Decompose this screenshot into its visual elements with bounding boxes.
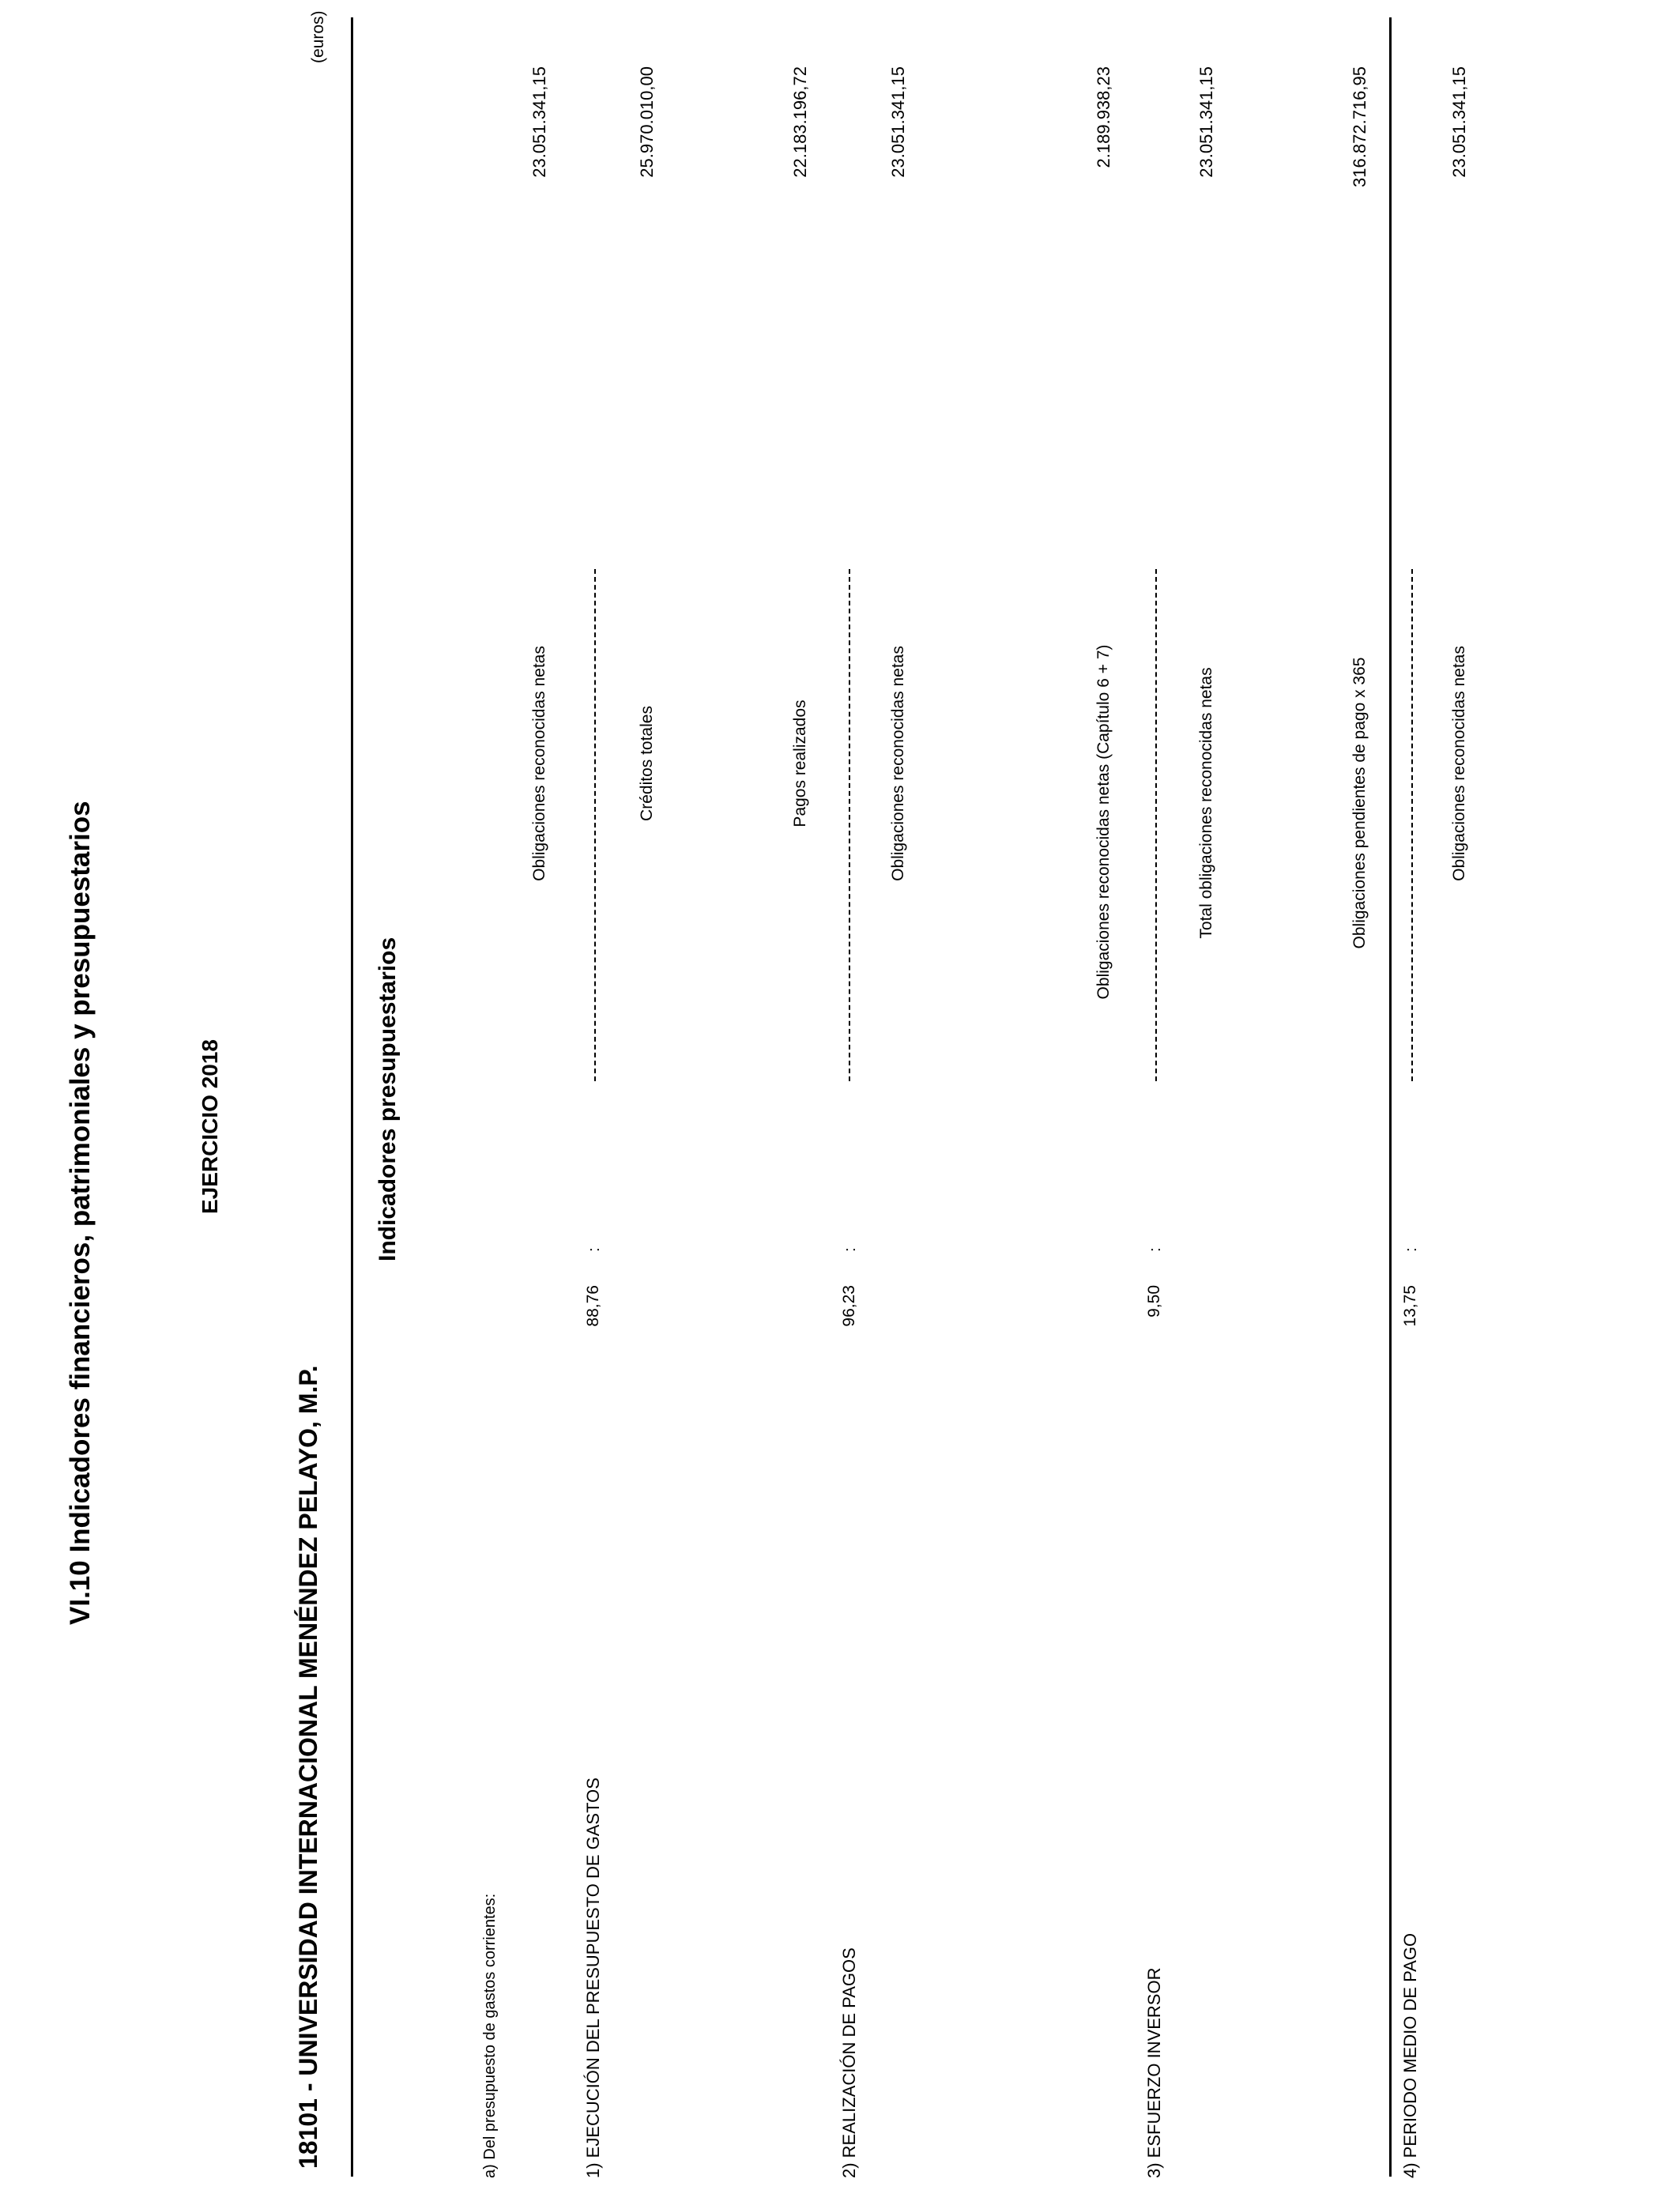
entity-name: 18101 - UNIVERSIDAD INTERNACIONAL MENÉNDEZ PELAYO, M.P. <box>294 1365 322 2169</box>
indicator-2-fraction-line <box>849 569 850 1081</box>
report-title: VI.10 Indicadores financieros, patrimoniales y presupuestarios <box>65 801 96 1625</box>
section-title: Indicadores presupuestarios <box>375 937 401 1261</box>
indicator-1-fraction-line <box>594 569 596 1081</box>
indicator-4-numerator-value: 316.872.716,95 <box>1350 66 1369 187</box>
frame-rule-top <box>351 17 353 2177</box>
indicator-1-label: 1) EJECUCIÓN DEL PRESUPUESTO DE GASTOS <box>583 1777 603 2178</box>
indicator-1-colon: : <box>586 1247 603 1252</box>
exercise-year: EJERCICIO 2018 <box>198 1039 222 1214</box>
indicator-2-colon: : <box>842 1247 859 1252</box>
indicator-3-numerator-value: 2.189.938,23 <box>1094 66 1113 168</box>
indicator-4-fraction-line <box>1411 569 1413 1081</box>
indicator-3-colon: : <box>1147 1247 1164 1252</box>
indicator-4-ratio: 13,75 <box>1401 1285 1419 1327</box>
indicator-2-ratio: 96,23 <box>840 1285 858 1327</box>
indicator-4-denominator-label: Obligaciones reconocidas netas <box>1450 646 1468 881</box>
frame-rule-bottom <box>1389 17 1392 2177</box>
indicator-4-numerator-label: Obligaciones pendientes de pago x 365 <box>1350 657 1369 949</box>
indicator-3-fraction-line <box>1155 569 1157 1081</box>
subsection-label: a) Del presupuesto de gastos corrientes: <box>481 1893 499 2178</box>
indicator-4-colon: : <box>1403 1247 1420 1252</box>
indicator-3-denominator-label: Total obligaciones reconocidas netas <box>1197 667 1215 939</box>
indicator-2-denominator-value: 23.051.341,15 <box>888 66 908 178</box>
currency-note: (euros) <box>309 10 327 63</box>
indicator-2-denominator-label: Obligaciones reconocidas netas <box>889 646 907 881</box>
indicator-2-label: 2) REALIZACIÓN DE PAGOS <box>839 1947 859 2178</box>
indicator-3-denominator-value: 23.051.341,15 <box>1196 66 1216 178</box>
indicator-4-label: 4) PERIODO MEDIO DE PAGO <box>1400 1932 1420 2178</box>
indicator-1-numerator-label: Obligaciones reconocidas netas <box>530 646 548 881</box>
indicator-4-denominator-value: 23.051.341,15 <box>1449 66 1469 178</box>
indicator-1-denominator-value: 25.970.010,00 <box>637 66 657 178</box>
indicator-3-numerator-label: Obligaciones reconocidas netas (Capítulo 6 + 7) <box>1094 644 1113 1000</box>
indicator-2-numerator-label: Pagos realizados <box>791 699 809 827</box>
indicator-3-label: 3) ESFUERZO INVERSOR <box>1144 1967 1164 2178</box>
indicator-2-numerator-value: 22.183.196,72 <box>790 66 810 178</box>
indicator-1-numerator-value: 23.051.341,15 <box>529 66 549 178</box>
indicator-3-ratio: 9,50 <box>1145 1285 1163 1318</box>
indicator-1-ratio: 88,76 <box>584 1285 602 1327</box>
indicator-1-denominator-label: Créditos totales <box>638 706 656 821</box>
